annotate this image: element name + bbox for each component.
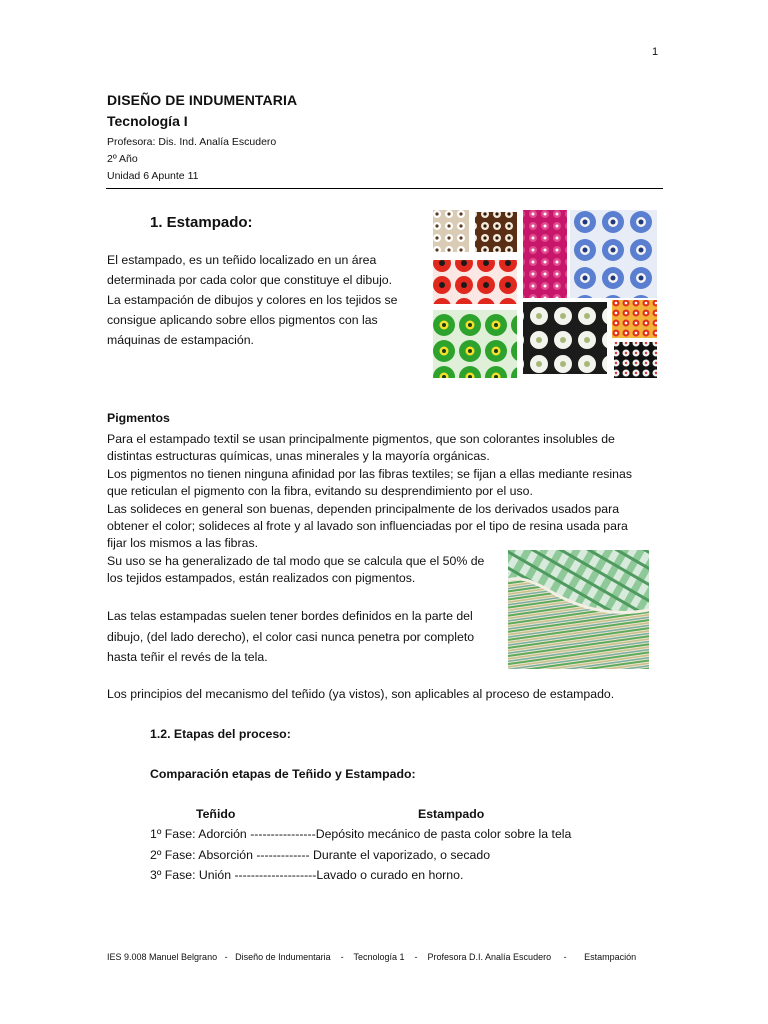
usage-line: Su uso se ha generalizado de tal modo que se calcula que el 50% de [107, 554, 485, 568]
phase-row: 2º Fase: Absorción ------------- Durante el vaporizado, o secado [150, 848, 491, 862]
pigmentos-line: Los pigmentos no tienen ninguna afinidad por las fibras textiles; se fijan a ellas mediante resinas [107, 466, 632, 481]
page-footer: IES 9.008 Manuel Belgrano - Diseño de Indumentaria - Tecnología 1 - Profesora D.I. Analía Escudero - Estampación [107, 952, 637, 962]
swatch-brown [475, 212, 517, 252]
fabric-photo-image [508, 550, 649, 669]
pigmentos-line: que reticulan el pigmento con la fibra, evitando su desprendimiento por el uso. [107, 484, 533, 499]
borders-line: dibujo, (del lado derecho), el color casi nunca penetra por completo [107, 629, 475, 644]
year-line: 2º Año [107, 153, 138, 165]
intro-line: consigue aplicando sobre ellos pigmentos con las [107, 313, 378, 327]
teacher-line: Profesora: Dis. Ind. Analía Escudero [107, 136, 277, 148]
borders-paragraph [107, 606, 492, 668]
intro-line: El estampado, es un teñido localizado en un área [107, 253, 377, 267]
swatch-green [433, 310, 517, 378]
section-title-estampado: 1. Estampado: [150, 214, 253, 231]
pigmentos-title: Pigmentos [107, 411, 170, 425]
column-header-tenido: Teñido [196, 807, 236, 821]
print-samples-image [431, 208, 659, 380]
page-number: 1 [652, 46, 659, 58]
pigmentos-line: Las solideces en general son buenas, dependen principalmente de los derivados usados para [107, 501, 620, 516]
intro-paragraph [107, 250, 412, 350]
course-name: Tecnología I [107, 113, 188, 129]
borders-line: hasta teñir el revés de la tela. [107, 650, 268, 664]
pigmentos-line: distintas estructuras químicas, unas minerales y la mayoría orgánicas. [107, 449, 490, 464]
pigmentos-paragraph [107, 431, 647, 553]
swatch-black [614, 342, 657, 378]
borders-line: Las telas estampadas suelen tener bordes definidos en la parte del [107, 609, 473, 623]
swatch-red [433, 260, 517, 304]
header-divider [106, 188, 663, 189]
principles-sentence: Los principios del mecanismo del teñido (ya vistos), son aplicables al proceso de estampado. [107, 687, 615, 701]
intro-line: La estampación de dibujos y colores en los tejidos se [107, 293, 398, 307]
phase-row: 3º Fase: Unión --------------------Lavado o curado en horno. [150, 868, 464, 882]
comparison-title: Comparación etapas de Teñido y Estampado: [150, 767, 416, 781]
intro-line: máquinas de estampación. [107, 333, 254, 347]
swatch-multicolor [612, 300, 657, 338]
intro-line: determinada por cada color que constituye el dibujo. [107, 273, 393, 287]
pigmentos-line: Para el estampado textil se usan principalmente pigmentos, que son colorantes insolubles de [107, 432, 615, 446]
usage-line: los tejidos estampados, están realizados con pigmentos. [107, 571, 416, 586]
swatch-beige [433, 210, 469, 252]
swatch-pink [523, 210, 567, 298]
print-samples-mosaic [431, 208, 659, 380]
swatch-white [523, 302, 607, 374]
swatch-blue [570, 210, 657, 298]
pigmentos-line: obtener el color; solideces al frote y al lavado son influenciadas por el tipo de resina usada para [107, 519, 628, 534]
pigmentos-line: fijar los mismos a las fibras. [107, 536, 259, 551]
unit-line: Unidad 6 Apunte 11 [107, 170, 199, 182]
etapas-title: 1.2. Etapas del proceso: [150, 727, 291, 741]
fabric-photo [508, 550, 649, 669]
usage-paragraph [107, 553, 492, 588]
document-title: DISEÑO DE INDUMENTARIA [107, 92, 298, 108]
column-header-estampado: Estampado [418, 807, 485, 821]
phase-row: 1º Fase: Adorción ----------------Depósito mecánico de pasta color sobre la tela [150, 827, 572, 841]
